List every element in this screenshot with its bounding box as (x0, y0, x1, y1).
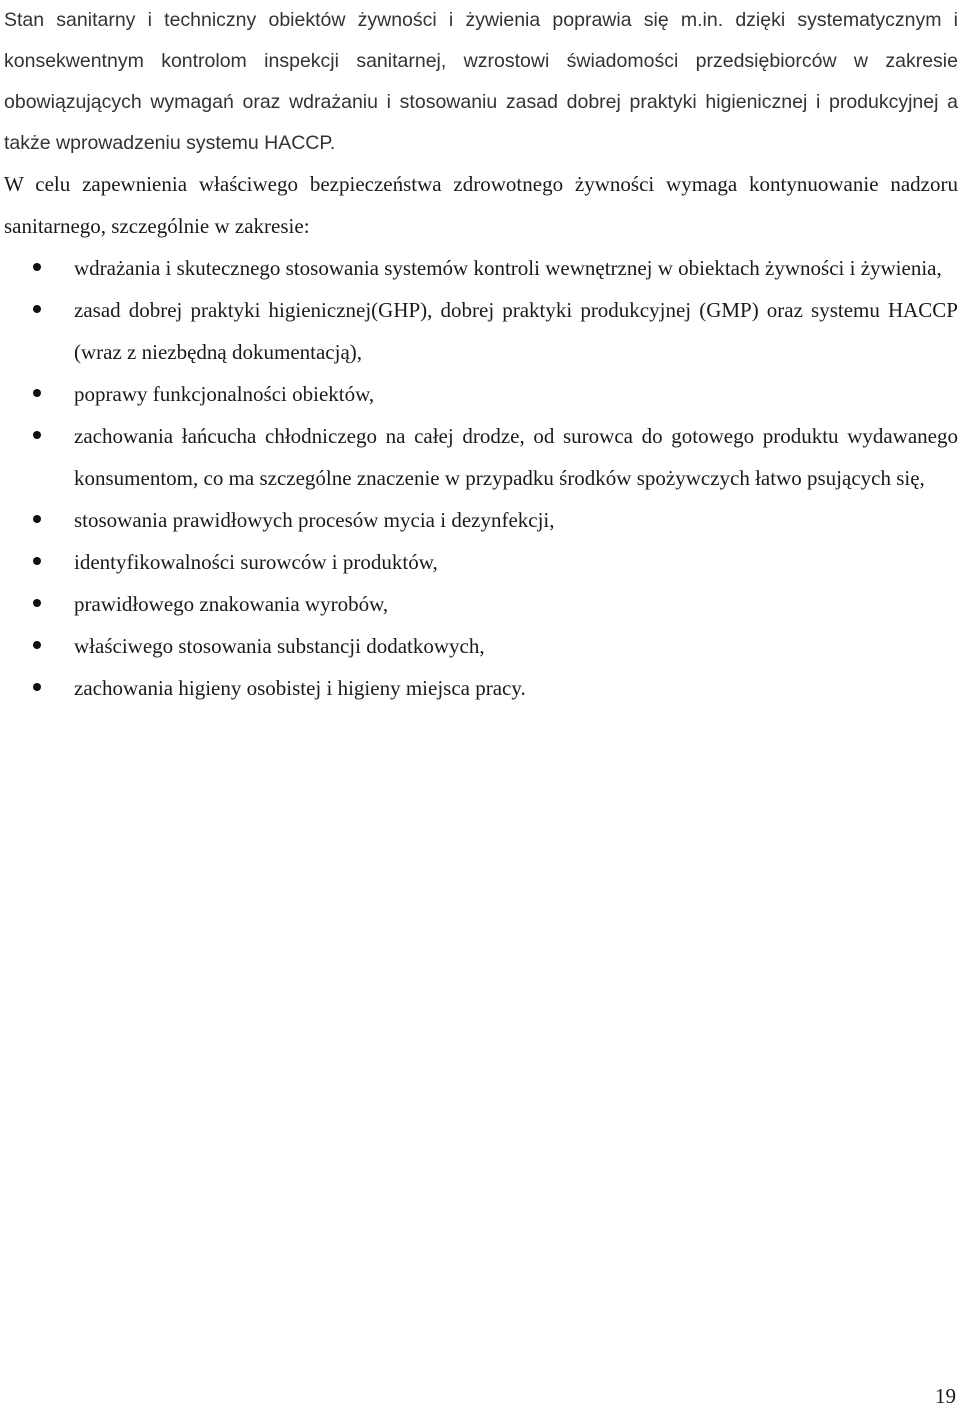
bullet-icon (33, 515, 41, 523)
list-item (4, 541, 958, 583)
list-item-text: wdrażania i skutecznego stosowania systemów kontroli wewnętrznej w obiektach żywności i żywienia, (74, 256, 942, 280)
lead-paragraph: W celu zapewnienia właściwego bezpieczeństwa zdrowotnego żywności wymaga kontynuowanie nadzoru sanitarnego, szczególnie w zakresie: (4, 172, 958, 238)
list-item (4, 667, 958, 709)
document-page (4, 0, 958, 709)
list-item-text: właściwego stosowania substancji dodatkowych, (74, 634, 485, 658)
bullet-icon (33, 683, 41, 691)
page-number: 19 (935, 1384, 956, 1408)
list-item (4, 415, 958, 499)
bullet-icon (33, 557, 41, 565)
bullet-icon (33, 389, 41, 397)
list-item-text: zachowania higieny osobistej i higieny miejsca pracy. (74, 676, 526, 700)
list-item (4, 289, 958, 373)
list-item-text: zachowania łańcucha chłodniczego na całej drodze, od surowca do gotowego produktu wydawanego konsumentom, co ma szczególne znaczenie w przypadku środków spożywczych łatwo psujących się, (74, 424, 958, 490)
intro-paragraph: Stan sanitarny i techniczny obiektów żywności i żywienia poprawia się m.in. dzięki systematycznym i konsekwentnym kontrolom inspekcji sanitarnej, wzrostowi świadomości przedsiębiorców w zakresie obowiązujących wymagań oraz wdrażaniu i stosowaniu zasad dobrej praktyki higienicznej i produkcyjnej a także wprowadzeniu systemu HACCP. (4, 9, 958, 154)
list-item (4, 625, 958, 667)
list-item (4, 247, 958, 289)
bullet-icon (33, 431, 41, 439)
list-item-text: zasad dobrej praktyki higienicznej(GHP), dobrej praktyki produkcyjnej (GMP) oraz systemu HACCP (wraz z niezbędną dokumentacją), (74, 298, 958, 364)
bullet-icon (33, 599, 41, 607)
bullet-list (4, 247, 958, 709)
list-item-text: poprawy funkcjonalności obiektów, (74, 382, 375, 406)
list-item-text: stosowania prawidłowych procesów mycia i dezynfekcji, (74, 508, 555, 532)
list-item (4, 373, 958, 415)
list-item-text: prawidłowego znakowania wyrobów, (74, 592, 389, 616)
list-item (4, 499, 958, 541)
list-item-text: identyfikowalności surowców i produktów, (74, 550, 438, 574)
bullet-icon (33, 305, 41, 313)
bullet-icon (33, 641, 41, 649)
list-item (4, 583, 958, 625)
bullet-icon (33, 263, 41, 271)
